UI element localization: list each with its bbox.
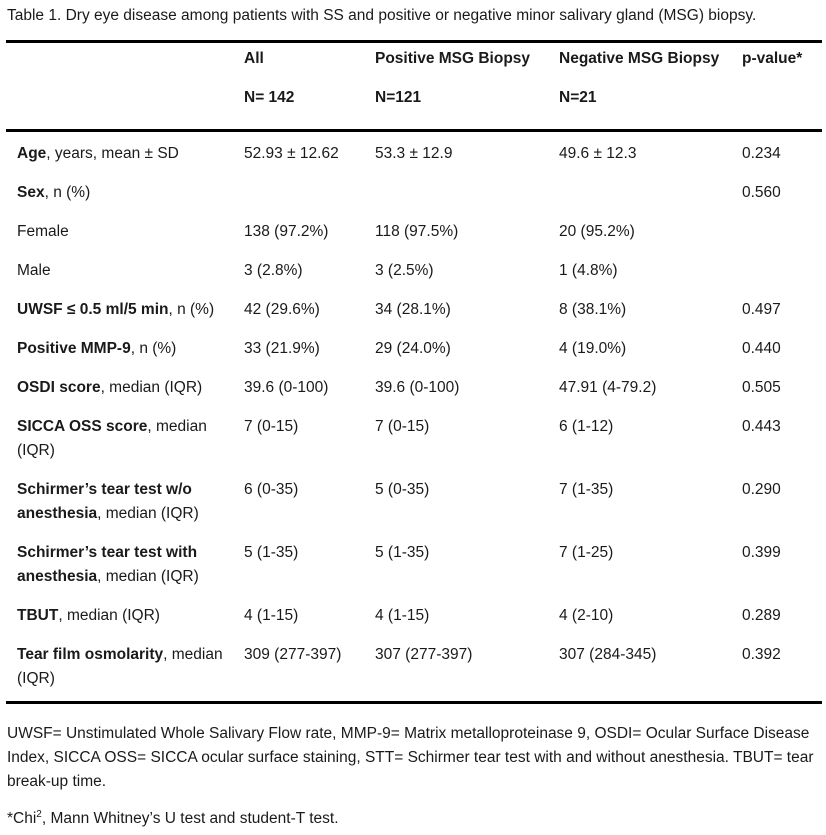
row-label-bold: Tear film osmolarity [17, 646, 164, 663]
cell-positive: 5 (0-35) [375, 481, 430, 498]
cell-all: 138 (97.2%) [244, 223, 329, 240]
cell-positive: 39.6 (0-100) [375, 379, 460, 396]
cell-pvalue: 0.560 [742, 184, 781, 201]
row-label [6, 252, 233, 291]
footnote-stats-rest: , Mann Whitney’s U test and student-T test. [41, 810, 339, 827]
cell-positive: 118 (97.5%) [375, 223, 459, 240]
cell-negative: 7 (1-35) [559, 481, 614, 498]
cell-negative: 6 (1-12) [559, 418, 614, 435]
row-label-bold: OSDI score [17, 379, 101, 396]
cell-pvalue: 0.440 [742, 340, 781, 357]
cell-negative: 49.6 ± 12.3 [559, 145, 637, 162]
table-row [6, 131, 822, 175]
header-cell-negative: Negative MSG Biopsy [548, 42, 731, 87]
table-row [6, 174, 822, 213]
cell-negative: 4 (2-10) [559, 607, 614, 624]
table-row [6, 213, 822, 252]
cell-all [233, 174, 364, 213]
cell-pvalue: 0.392 [731, 636, 822, 703]
footnote-statistics [7, 808, 339, 830]
footnote-stats-prefix: *Chi [7, 810, 37, 827]
count-cell-pvalue [731, 86, 822, 131]
table-row [6, 471, 822, 534]
row-label-bold: Sex [17, 184, 45, 201]
dry-eye-table [6, 40, 822, 704]
header-cell [6, 42, 233, 87]
table-body [6, 131, 822, 703]
row-label-rest: , median (IQR) [17, 418, 207, 459]
cell-positive: 34 (28.1%) [375, 301, 451, 318]
cell-positive [364, 174, 548, 213]
row-label-rest: , median (IQR) [100, 379, 203, 396]
cell-all: 4 (1-15) [244, 607, 299, 624]
row-label [6, 131, 233, 175]
cell-positive: 3 (2.5%) [375, 262, 434, 279]
cell-pvalue: 0.290 [742, 481, 781, 498]
row-label [6, 471, 233, 534]
row-label-rest: , median (IQR) [97, 568, 199, 585]
cell-negative: 7 (1-25) [559, 544, 614, 561]
cell-all: 33 (21.9%) [244, 340, 320, 357]
row-label-bold: Positive MMP-9 [17, 340, 131, 357]
cell-negative: 8 (38.1%) [559, 301, 627, 318]
row-label-rest: , years, mean ± SD [46, 145, 179, 162]
cell-positive: 29 (24.0%) [375, 340, 451, 357]
row-label [6, 597, 233, 636]
row-label-bold: UWSF ≤ 0.5 ml/5 min [17, 301, 169, 318]
cell-negative [548, 174, 731, 213]
row-label-rest: , n (%) [168, 301, 215, 318]
table-row [6, 636, 822, 703]
cell-negative: 307 (284-345) [548, 636, 731, 703]
table-row [6, 534, 822, 597]
table-row [6, 252, 822, 291]
cell-all: 3 (2.8%) [244, 262, 303, 279]
count-cell [6, 86, 233, 131]
cell-all: 6 (0-35) [244, 481, 299, 498]
cell-positive: 4 (1-15) [375, 607, 430, 624]
row-label-bold: TBUT [17, 607, 59, 624]
footnote-abbreviations: UWSF= Unstimulated Whole Salivary Flow rate, MMP-9= Matrix metalloproteinase 9, OSDI= Ocular Surface Disease Index, SICCA OSS= SICCA ocular surface staining, STT= Schirmer tear test with and without anesthesia. TBUT= tear break-up time. [7, 725, 814, 790]
cell-positive: 7 (0-15) [375, 418, 430, 435]
row-label [6, 213, 233, 252]
header-row-counts [6, 86, 822, 131]
cell-pvalue [731, 213, 822, 252]
cell-negative: 4 (19.0%) [559, 340, 627, 357]
row-label [6, 330, 233, 369]
cell-negative: 47.91 (4-79.2) [559, 379, 657, 396]
cell-pvalue: 0.497 [742, 301, 781, 318]
header-row-columns [6, 42, 822, 87]
row-label-bold: Age [17, 145, 47, 162]
cell-pvalue [731, 252, 822, 291]
cell-negative: 20 (95.2%) [559, 223, 635, 240]
row-label-rest: , n (%) [130, 340, 177, 357]
row-label [6, 174, 233, 213]
row-label-rest: , median (IQR) [17, 646, 223, 687]
row-label [6, 636, 233, 703]
cell-pvalue: 0.234 [742, 145, 781, 162]
row-label-rest: Male [17, 262, 51, 279]
table-row [6, 291, 822, 330]
cell-positive: 53.3 ± 12.9 [375, 145, 453, 162]
table-row [6, 597, 822, 636]
row-label-bold: Schirmer’s tear test w/o anesthesia [17, 481, 192, 522]
row-label [6, 291, 233, 330]
cell-all: 42 (29.6%) [244, 301, 320, 318]
count-cell-all: N= 142 [233, 86, 364, 131]
count-cell-negative: N=21 [548, 86, 731, 131]
cell-all: 52.93 ± 12.62 [244, 145, 339, 162]
cell-all: 309 (277-397) [233, 636, 364, 703]
cell-positive: 5 (1-35) [375, 544, 430, 561]
cell-pvalue: 0.289 [742, 607, 781, 624]
cell-all: 5 (1-35) [244, 544, 299, 561]
row-label-rest: , median (IQR) [58, 607, 160, 624]
row-label [6, 408, 233, 471]
cell-all: 7 (0-15) [244, 418, 299, 435]
cell-pvalue: 0.399 [742, 544, 781, 561]
table-row [6, 369, 822, 408]
row-label-bold: Schirmer’s tear test with anesthesia [17, 544, 198, 585]
row-label-rest: , median (IQR) [97, 505, 199, 522]
row-label [6, 534, 233, 597]
count-cell-positive: N=121 [364, 86, 548, 131]
cell-pvalue: 0.443 [742, 418, 781, 435]
cell-all: 39.6 (0-100) [244, 379, 329, 396]
table-row [6, 408, 822, 471]
footnote-stats-sup: 2 [36, 809, 42, 820]
cell-positive: 307 (277-397) [364, 636, 548, 703]
table-caption: Table 1. Dry eye disease among patients with SS and positive or negative minor salivary gland (MSG) biopsy. [7, 7, 757, 24]
header-cell-positive: Positive MSG Biopsy [364, 42, 548, 87]
row-label-rest: , n (%) [44, 184, 91, 201]
header-cell-all: All [233, 42, 364, 87]
row-label-bold: SICCA OSS score [17, 418, 148, 435]
cell-pvalue: 0.505 [742, 379, 781, 396]
table-row [6, 330, 822, 369]
header-cell-pvalue: p-value* [731, 42, 822, 87]
row-label [6, 369, 233, 408]
cell-negative: 1 (4.8%) [559, 262, 618, 279]
row-label-rest: Female [17, 223, 69, 240]
